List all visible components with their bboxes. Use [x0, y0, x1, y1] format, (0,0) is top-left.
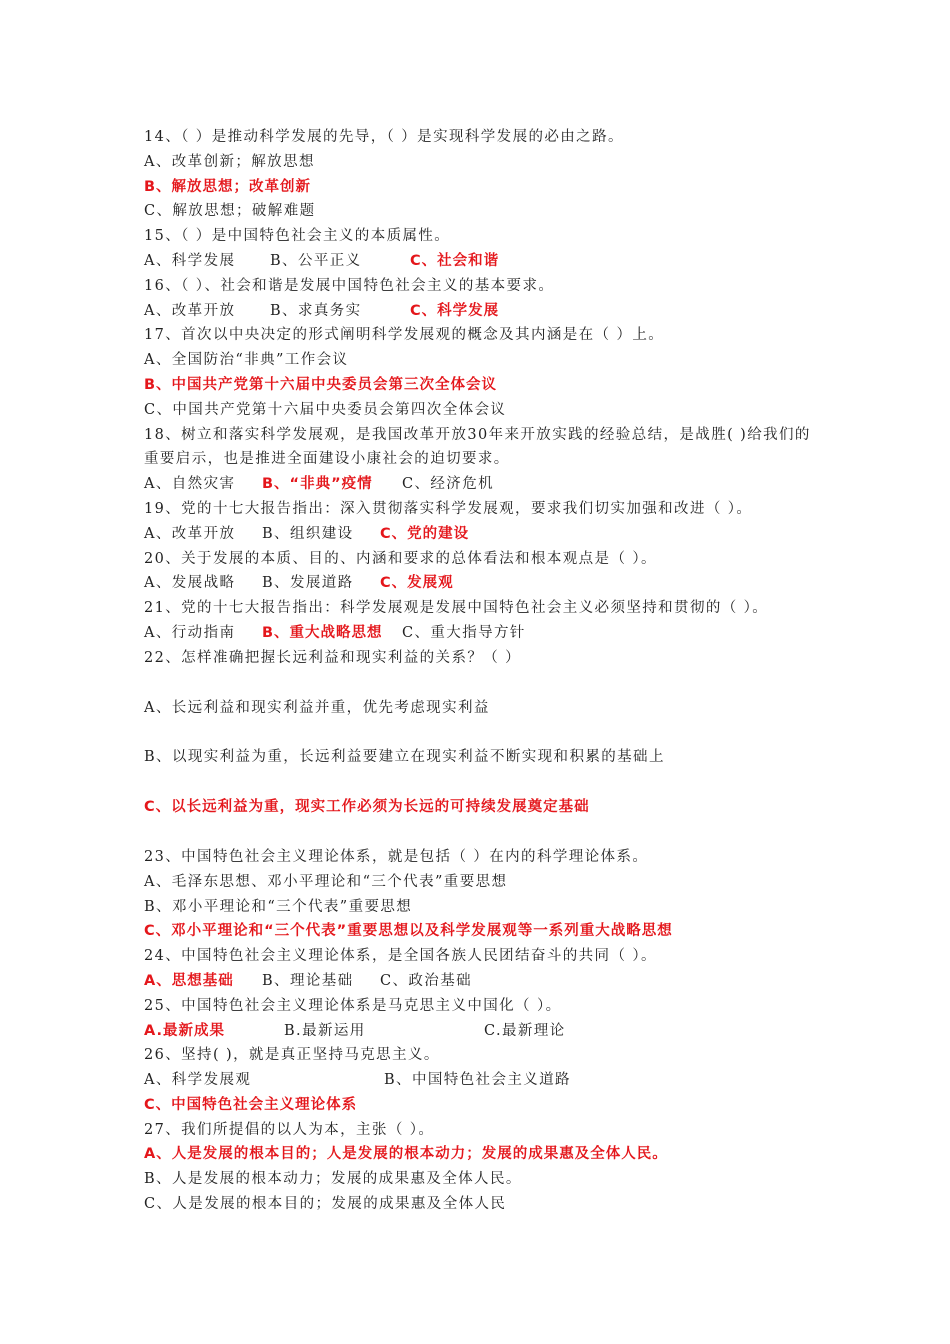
answer-21-b: B、重大战略思想 — [262, 624, 383, 641]
option-22-b: B、以现实利益为重，长远利益要建立在现实利益不断实现和积累的基础上 — [144, 749, 665, 766]
blank-line — [144, 770, 814, 795]
option-14-a: A、改革创新；解放思想 — [144, 153, 315, 170]
question-17: 17、首次以中央决定的形式阐明科学发展观的概念及其内涵是在（ ）上。 — [144, 327, 665, 344]
option-24-c: C、政治基础 — [380, 972, 472, 989]
answer-25-a: A.最新成果 — [144, 1022, 225, 1039]
question-23: 23、中国特色社会主义理论体系，就是包括（ ）在内的科学理论体系。 — [144, 848, 649, 865]
options-21 — [144, 621, 814, 646]
option-18-a: A、自然灾害 — [144, 476, 236, 493]
answer-17-b: B、中国共产党第十六届中央委员会第三次全体会议 — [144, 376, 498, 393]
options-16 — [144, 299, 814, 324]
option-15-b: B、公平正义 — [270, 252, 362, 269]
blank-line — [144, 720, 814, 745]
option-16-b: B、求真务实 — [270, 302, 362, 319]
question-19: 19、党的十七大报告指出：深入贯彻落实科学发展观，要求我们切实加强和改进（ ）。 — [144, 500, 753, 517]
answer-22-c: C、以长远利益为重，现实工作必须为长远的可持续发展奠定基础 — [144, 799, 590, 816]
blank-line — [144, 671, 814, 696]
document-page — [144, 125, 814, 1217]
options-25 — [144, 1019, 814, 1044]
question-20: 20、关于发展的本质、目的、内涵和要求的总体看法和根本观点是（ ）。 — [144, 550, 657, 567]
option-21-a: A、行动指南 — [144, 624, 236, 641]
answer-24-a: A、思想基础 — [144, 972, 234, 989]
options-20 — [144, 571, 814, 596]
option-26-a: A、科学发展观 — [144, 1072, 252, 1089]
question-14: 14、（ ）是推动科学发展的先导，（ ）是实现科学发展的必由之路。 — [144, 129, 624, 145]
option-22-a: A、长远利益和现实利益并重，优先考虑现实利益 — [144, 699, 490, 716]
answer-20-c: C、发展观 — [380, 575, 454, 592]
options-15 — [144, 249, 814, 274]
answer-16-c: C、科学发展 — [410, 302, 500, 319]
answer-19-c: C、党的建设 — [380, 525, 470, 542]
option-21-c: C、重大指导方针 — [402, 624, 526, 641]
option-26-b: B、中国特色社会主义道路 — [384, 1072, 571, 1089]
question-25: 25、中国特色社会主义理论体系是马克思主义中国化（ ）。 — [144, 997, 562, 1014]
answer-14-b: B、解放思想；改革创新 — [144, 178, 312, 195]
question-16: 16、（ ）、社会和谐是发展中国特色社会主义的基本要求。 — [144, 277, 555, 294]
answer-26-c: C、中国特色社会主义理论体系 — [144, 1096, 358, 1113]
option-24-b: B、理论基础 — [262, 972, 354, 989]
option-27-b: B、人是发展的根本动力；发展的成果惠及全体人民。 — [144, 1171, 522, 1188]
option-17-a: A、全国防治“非典”工作会议 — [144, 352, 349, 369]
option-27-c: C、人是发展的根本目的；发展的成果惠及全体人民 — [144, 1196, 507, 1213]
option-19-b: B、组织建设 — [262, 525, 354, 542]
question-22: 22、怎样准确把握长远利益和现实利益的关系？（ ） — [144, 649, 522, 666]
question-27: 27、我们所提倡的以人为本，主张（ ）。 — [144, 1121, 435, 1138]
option-25-b: B.最新运用 — [284, 1022, 366, 1039]
answer-27-a: A、人是发展的根本目的；人是发展的根本动力；发展的成果惠及全体人民。 — [144, 1146, 668, 1163]
question-21: 21、党的十七大报告指出：科学发展观是发展中国特色社会主义必须坚持和贯彻的（ ）。 — [144, 600, 769, 617]
option-16-a: A、改革开放 — [144, 302, 236, 319]
option-15-a: A、科学发展 — [144, 252, 236, 269]
option-20-b: B、发展道路 — [262, 575, 354, 592]
options-19 — [144, 522, 814, 547]
option-14-c: C、解放思想；破解难题 — [144, 203, 316, 220]
options-24 — [144, 969, 814, 994]
options-26 — [144, 1068, 814, 1093]
answer-15-c: C、社会和谐 — [410, 252, 500, 269]
question-18: 18、树立和落实科学发展观，是我国改革开放30年来开放实践的经验总结，是战胜( )给我们的重要启示，也是推进全面建设小康社会的迫切要求。 — [144, 426, 811, 468]
options-18 — [144, 472, 814, 497]
option-25-c: C.最新理论 — [484, 1022, 566, 1039]
question-26: 26、坚持( )，就是真正坚持马克思主义。 — [144, 1047, 440, 1064]
question-24: 24、中国特色社会主义理论体系，是全国各族人民团结奋斗的共同（ ）。 — [144, 948, 657, 965]
blank-line — [144, 820, 814, 845]
option-18-c: C、经济危机 — [402, 476, 494, 493]
option-19-a: A、改革开放 — [144, 525, 236, 542]
option-20-a: A、发展战略 — [144, 575, 236, 592]
option-23-a: A、毛泽东思想、邓小平理论和“三个代表”重要思想 — [144, 873, 508, 890]
question-15: 15、（ ）是中国特色社会主义的本质属性。 — [144, 228, 451, 245]
answer-23-c: C、邓小平理论和“三个代表”重要思想以及科学发展观等一系列重大战略思想 — [144, 923, 673, 940]
option-17-c: C、中国共产党第十六届中央委员会第四次全体会议 — [144, 401, 507, 418]
option-23-b: B、邓小平理论和“三个代表”重要思想 — [144, 898, 413, 915]
answer-18-b: B、“非典”疫情 — [262, 476, 373, 493]
